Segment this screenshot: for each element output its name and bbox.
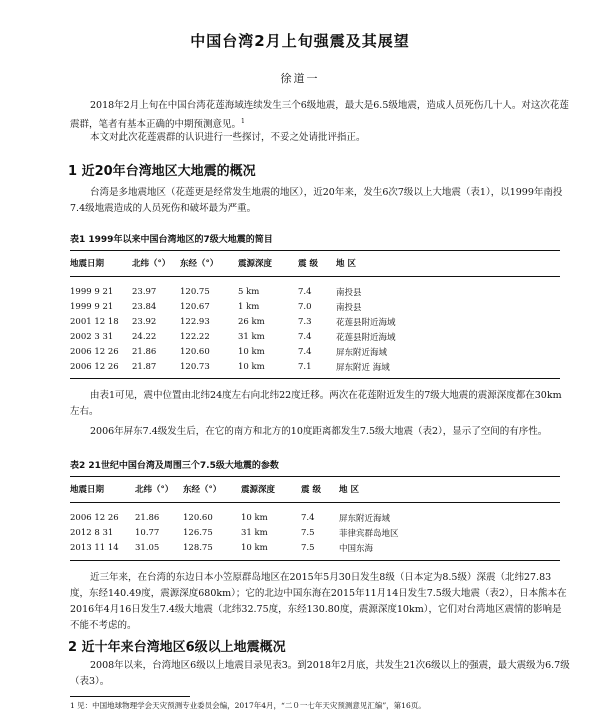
author-name: 徐道一 xyxy=(280,72,320,85)
paragraph-spatial-order: 2006年屏东7.4级发生后，在它的南方和北方的10度距离都发生7.5级大地震（表2），显示了空间的有序性。 xyxy=(90,426,548,437)
footnote-rule xyxy=(70,696,190,697)
section-2-paragraph: 2008年以来，台湾地区6级以上地震目录见表3。到2018年2月底，共发生21次6级以上的强震，最大震级为6.7级（表3）。 xyxy=(70,660,570,687)
table-1-caption: 表1 1999年以来中国台湾地区的7级大地震的简目 xyxy=(70,235,273,245)
col-depth: 震源深度 xyxy=(238,259,273,269)
cell-lat: 10.77 xyxy=(135,527,160,538)
cell-depth: 10 km xyxy=(238,361,265,372)
footnote: 1 见：中国地球物理学会天灾预测专业委员会编，2017年4月，“二０一七年天灾预测意见汇编”，第16页。 xyxy=(70,701,426,710)
table-2-body xyxy=(70,510,530,555)
table-row xyxy=(70,299,530,314)
section-1-paragraph: 台湾是多地震地区（花莲更是经常发生地震的地区），近20年来，发生6次7级以上大地震（表1），以1999年南投7.4级地震造成的人员死伤和破坏最为严重。 xyxy=(70,187,563,214)
cell-region: 屏东附近 海域 xyxy=(336,362,390,373)
cell-region: 中国东海 xyxy=(339,543,374,554)
table-header-row xyxy=(70,480,530,498)
table-header-row xyxy=(70,254,530,272)
cell-lon: 122.93 xyxy=(180,316,210,327)
table-2-bottom-rule xyxy=(70,560,560,561)
table-row xyxy=(70,359,530,374)
cell-mag: 7.4 xyxy=(301,512,315,523)
cell-depth: 31 km xyxy=(241,527,268,538)
cell-region: 花莲县附近海域 xyxy=(336,332,396,343)
table-1 xyxy=(70,254,530,272)
table-row xyxy=(70,510,530,525)
paragraph-recent-quakes: 近三年来，在台湾的东边日本小笠原群岛地区在2015年5月30日发生8级（日本定为8.5级）深震（北纬27.83度，东经140.49度，震源深度680km）；它的北边中国东海在2015年11月14日发生7.5级大地震（表2），日本熊本在2016年4月16日发生7.4级大地震（北纬32.75度，东经130.80度，震源深度10km），它们对台湾地区震情的影响是不能不考虑的。 xyxy=(70,572,567,631)
cell-lon: 120.73 xyxy=(180,361,210,372)
cell-lon: 122.22 xyxy=(180,331,210,342)
cell-depth: 1 km xyxy=(238,301,260,312)
cell-depth: 10 km xyxy=(241,512,268,523)
table-row xyxy=(70,329,530,344)
col-lon: 东经（°） xyxy=(183,485,222,495)
cell-depth: 10 km xyxy=(241,542,268,553)
col-mag: 震 级 xyxy=(301,485,321,495)
cell-depth: 10 km xyxy=(238,346,265,357)
cell-lon: 120.60 xyxy=(183,512,213,523)
table-2-caption: 表2 21世纪中国台湾及周围三个7.5级大地震的参数 xyxy=(70,461,279,471)
cell-mag: 7.5 xyxy=(301,527,315,538)
table-row xyxy=(70,314,530,329)
cell-lat: 31.05 xyxy=(135,542,160,553)
col-lon: 东经（°） xyxy=(180,259,219,269)
cell-date: 2006 12 26 xyxy=(70,361,119,372)
cell-region: 南投县 xyxy=(336,287,362,298)
paper-title: 中国台湾2月上旬强震及其展望 xyxy=(190,32,410,50)
cell-depth: 26 km xyxy=(238,316,265,327)
cell-mag: 7.4 xyxy=(298,331,312,342)
cell-date: 2001 12 18 xyxy=(70,316,119,327)
intro-paragraph-2: 本文对此次花莲震群的认识进行一些探讨，不妥之处请批评指正。 xyxy=(90,132,366,143)
cell-date: 2006 12 26 xyxy=(70,346,119,357)
cell-lat: 23.92 xyxy=(132,316,157,327)
cell-mag: 7.4 xyxy=(298,346,312,357)
cell-region: 菲律宾群岛地区 xyxy=(339,528,399,539)
cell-region: 屏东附近海域 xyxy=(336,347,388,358)
cell-region: 屏东附近海域 xyxy=(339,513,391,524)
paragraph-table1-analysis: 由表1可见，震中位置由北纬24度左右向北纬22度迁移。两次在花莲附近发生的7级大地震的震源深度都在30km左右。 xyxy=(70,390,562,417)
cell-mag: 7.4 xyxy=(298,286,312,297)
table-1-header-rule xyxy=(70,276,560,277)
table-2-top-rule xyxy=(70,476,560,477)
table-2 xyxy=(70,480,530,498)
col-depth: 震源深度 xyxy=(241,485,276,495)
cell-date: 2002 3 31 xyxy=(70,331,114,342)
intro-paragraph-1: 2018年2月上旬在中国台湾花莲海域连续发生三个6级地震，最大是6.5级地震，造成人员死伤几十人。对这次花莲震群，笔者有基本正确的中期预测意见。$^1$ xyxy=(70,100,569,131)
table-row xyxy=(70,525,530,540)
cell-lon: 120.75 xyxy=(180,286,210,297)
table-row xyxy=(70,284,530,299)
footnote-ref: 1 xyxy=(241,118,245,125)
table-row xyxy=(70,344,530,359)
cell-depth: 5 km xyxy=(238,286,260,297)
table-1-body xyxy=(70,284,530,374)
col-region: 地 区 xyxy=(336,259,356,269)
cell-lon: 120.67 xyxy=(180,301,210,312)
table-1-bottom-rule xyxy=(70,378,560,379)
cell-mag: 7.3 xyxy=(298,316,312,327)
col-lat: 北纬（°） xyxy=(132,259,171,269)
col-date: 地震日期 xyxy=(70,485,105,495)
cell-date: 2013 11 14 xyxy=(70,542,119,553)
cell-date: 1999 9 21 xyxy=(70,301,114,312)
cell-region: 花莲县附近海域 xyxy=(336,317,396,328)
cell-date: 2006 12 26 xyxy=(70,512,119,523)
col-region: 地 区 xyxy=(339,485,359,495)
cell-mag: 7.1 xyxy=(298,361,312,372)
section-2-heading: 2 近十年来台湾地区6级以上地震概况 xyxy=(68,640,286,655)
cell-mag: 7.5 xyxy=(301,542,315,553)
cell-lat: 21.86 xyxy=(135,512,160,523)
cell-lat: 24.22 xyxy=(132,331,157,342)
col-lat: 北纬（°） xyxy=(135,485,174,495)
cell-depth: 31 km xyxy=(238,331,265,342)
cell-lat: 21.87 xyxy=(132,361,157,372)
col-mag: 震 级 xyxy=(298,259,318,269)
table-2-header-rule xyxy=(70,502,560,503)
cell-date: 1999 9 21 xyxy=(70,286,114,297)
cell-lon: 128.75 xyxy=(183,542,213,553)
cell-lat: 23.97 xyxy=(132,286,157,297)
cell-date: 2012 8 31 xyxy=(70,527,114,538)
cell-lat: 21.86 xyxy=(132,346,157,357)
cell-lat: 23.84 xyxy=(132,301,157,312)
col-date: 地震日期 xyxy=(70,259,105,269)
table-row xyxy=(70,540,530,555)
cell-lon: 120.60 xyxy=(180,346,210,357)
table-1-top-rule xyxy=(70,250,560,251)
cell-region: 南投县 xyxy=(336,302,362,313)
cell-mag: 7.0 xyxy=(298,301,312,312)
section-1-heading: 1 近20年台湾地区大地震的概况 xyxy=(68,164,256,179)
cell-lon: 126.75 xyxy=(183,527,213,538)
